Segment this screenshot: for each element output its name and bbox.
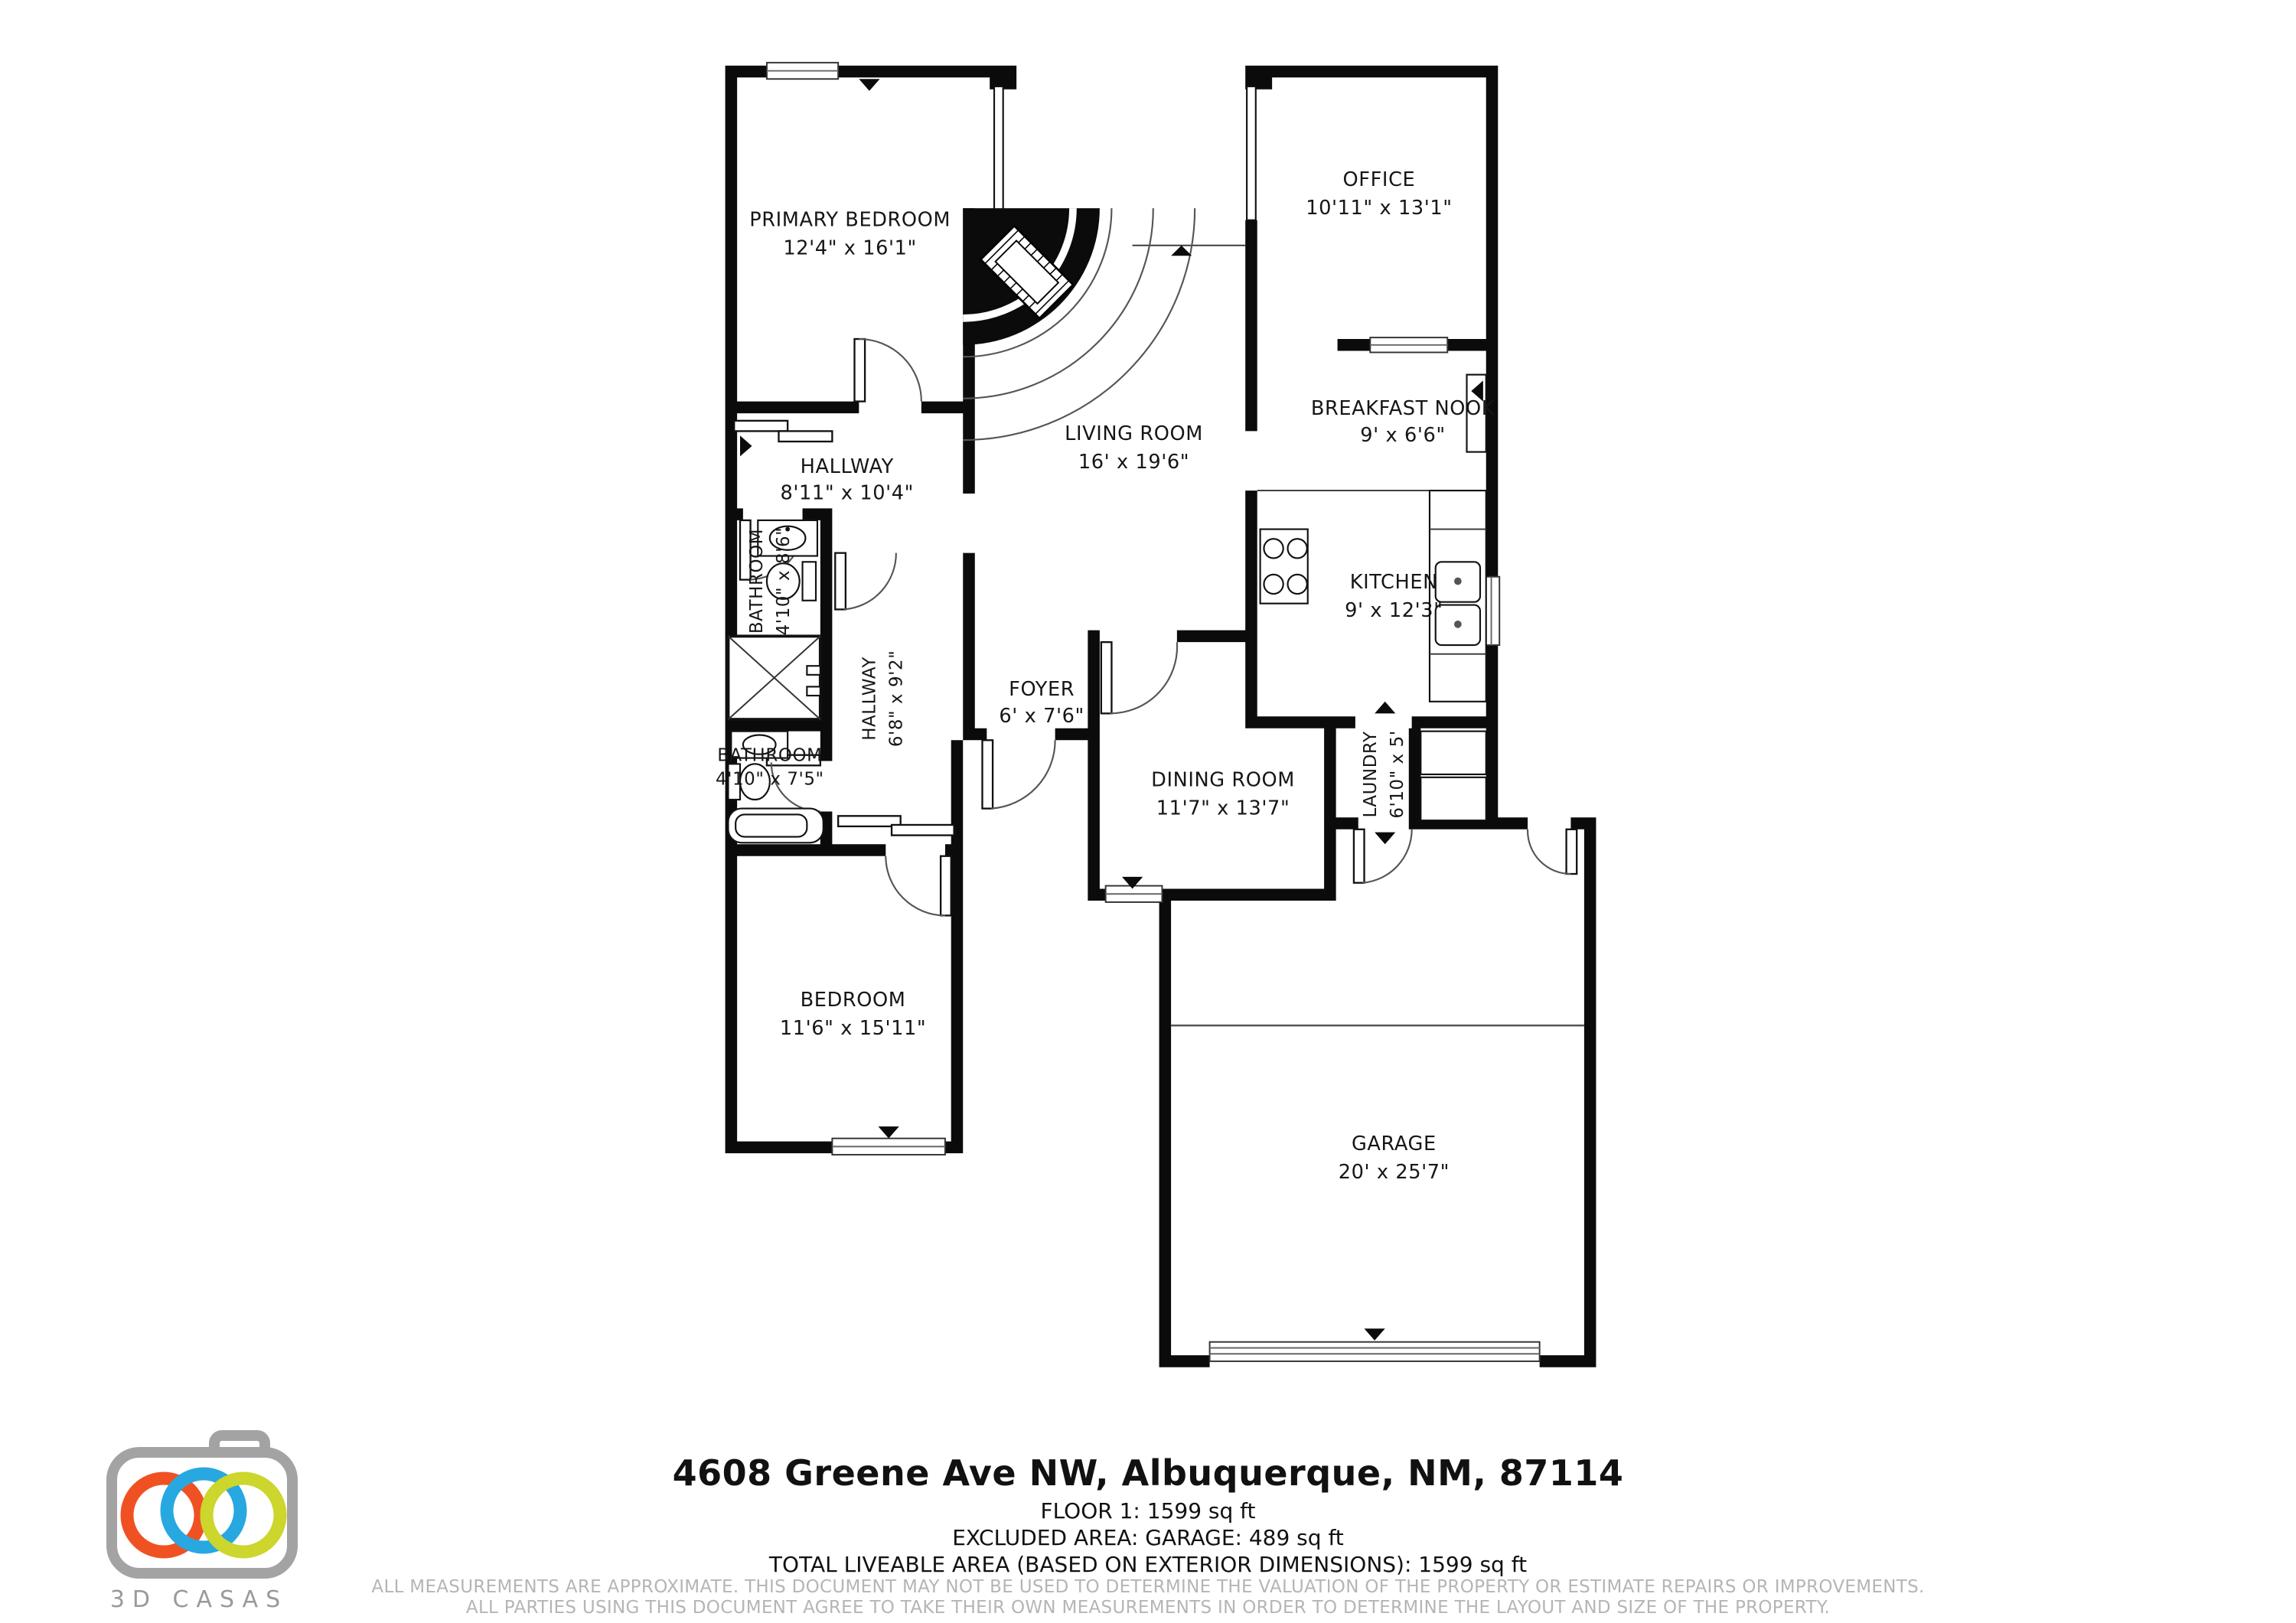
window	[767, 63, 838, 79]
room-dims-hallway-lower: 6'8" x 9'2"	[886, 650, 907, 748]
room-dims-bathroom-primary: 4'10" x 8'6"	[774, 526, 794, 636]
room-dims-breakfast-nook: 9' x 6'6"	[1360, 424, 1446, 448]
room-dims-hallway-upper: 8'11" x 10'4"	[780, 481, 915, 505]
room-dims-bathroom-hall: 4'10" x 7'5"	[715, 769, 824, 790]
room-dims-kitchen: 9' x 12'3"	[1345, 599, 1443, 623]
closet-slider	[734, 421, 832, 442]
room-dims-foyer: 6' x 7'6"	[999, 704, 1084, 728]
room-dims-dining-room: 11'7" x 13'7"	[1156, 797, 1290, 820]
room-label-kitchen: KITCHEN	[1349, 571, 1438, 595]
room-label-dining-room: DINING ROOM	[1151, 768, 1295, 792]
room-label-office: OFFICE	[1342, 168, 1416, 192]
room-label-hallway-upper: HALLWAY	[800, 455, 894, 478]
room-dims-primary-bedroom: 12'4" x 16'1"	[783, 236, 917, 260]
stove	[1261, 530, 1308, 604]
door	[982, 740, 1055, 808]
glass-wall	[994, 86, 1003, 214]
room-dims-garage: 20' x 25'7"	[1338, 1161, 1450, 1185]
bathtub	[728, 809, 823, 843]
glass-wall	[1247, 86, 1256, 220]
walls	[726, 66, 1596, 1367]
room-label-garage: GARAGE	[1351, 1133, 1437, 1156]
room-label-breakfast-nook: BREAKFAST NOOK	[1310, 397, 1495, 421]
room-dims-bedroom: 11'6" x 15'11"	[779, 1016, 927, 1040]
window	[832, 1139, 945, 1155]
floor-area-line: FLOOR 1: 1599 sq ft	[1040, 1498, 1256, 1524]
disclaimer-line-2: ALL PARTIES USING THIS DOCUMENT AGREE TO TAKE THEIR OWN MEASUREMENTS IN ORDER TO DETERMINE THE LAYOUT AND SIZE OF THE PROPERTY.	[465, 1598, 1831, 1618]
room-label-primary-bedroom: PRIMARY BEDROOM	[749, 208, 951, 232]
excluded-area-line: EXCLUDED AREA: GARAGE: 489 sq ft	[952, 1525, 1344, 1550]
window	[1106, 886, 1163, 902]
logo-text: 3D CASAS	[109, 1586, 289, 1613]
window	[1370, 337, 1447, 352]
room-label-foyer: FOYER	[1009, 678, 1075, 702]
room-dims-laundry: 6'10" x 5'	[1388, 730, 1408, 819]
door	[855, 339, 921, 402]
property-address: 4608 Greene Ave NW, Albuquerque, NM, 87114	[672, 1452, 1624, 1494]
total-area-line: TOTAL LIVEABLE AREA (BASED ON EXTERIOR DIMENSIONS): 1599 sq ft	[768, 1552, 1528, 1577]
room-label-living-room: LIVING ROOM	[1065, 422, 1203, 446]
shower	[728, 636, 820, 719]
garage-door-opening	[1210, 1342, 1540, 1361]
disclaimer-line-1: ALL MEASUREMENTS ARE APPROXIMATE. THIS DOCUMENT MAY NOT BE USED TO DETERMINE THE VALUATION OF THE PROPERTY OR ESTIMATE REPAIRS OR IMPROVEMENTS.	[371, 1577, 1925, 1597]
room-label-laundry: LAUNDRY	[1361, 731, 1381, 818]
fireplace	[963, 208, 1195, 440]
door	[1528, 829, 1577, 874]
room-label-bathroom-hall: BATHROOM	[717, 745, 823, 766]
closet-slider	[838, 816, 954, 835]
door	[835, 553, 896, 610]
room-label-hallway-lower: HALLWAY	[859, 657, 880, 741]
room-label-bathroom-primary: BATHROOM	[747, 528, 768, 634]
room-dims-office: 10'11" x 13'1"	[1306, 196, 1453, 220]
door	[1101, 642, 1177, 713]
room-label-bedroom: BEDROOM	[800, 988, 906, 1012]
washer-dryer	[1420, 732, 1486, 821]
room-dims-living-room: 16' x 19'6"	[1078, 450, 1190, 474]
door	[885, 856, 951, 916]
